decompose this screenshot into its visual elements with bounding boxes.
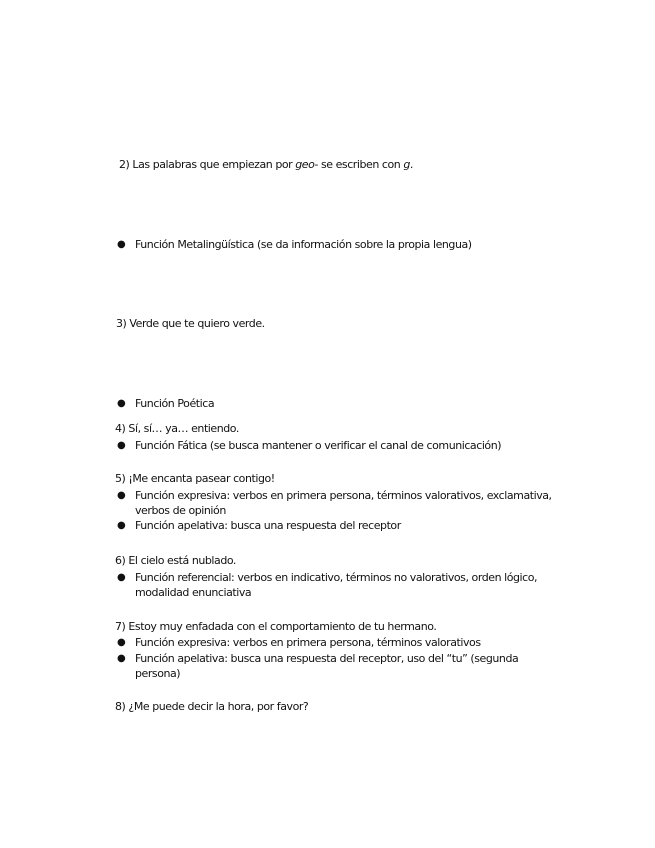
bullet-icon: ● xyxy=(117,490,126,501)
bullet-icon: ● xyxy=(117,637,126,648)
item-6-bullet-text: Función referencial: verbos en indicativo, términos no valorativos, orden lógico, modalidad enunciativa xyxy=(135,571,538,599)
bullet-icon: ● xyxy=(117,653,126,664)
bullet-icon: ● xyxy=(117,572,126,583)
item-6-sentence: 6) El cielo está nublado. xyxy=(115,554,236,567)
bullet-icon: ● xyxy=(117,440,126,451)
item-5-bullet-2-text: Función apelativa: busca una respuesta del receptor xyxy=(135,519,401,532)
item-5-bullet-1-text: Función expresiva: verbos en primera persona, términos valorativos, exclamativa, verbos de opinión xyxy=(135,489,552,517)
item-4-sentence: 4) Sí, sí… ya… entiendo. xyxy=(115,422,239,435)
item-7-bullet-2-text: Función apelativa: busca una respuesta del receptor, uso del “tu” (segunda persona) xyxy=(135,652,519,680)
item-2-emphasis-g: g xyxy=(403,158,410,171)
item-2-bullet-text: Función Metalingüística (se da información sobre la propia lengua) xyxy=(135,238,472,251)
item-7-bullet-1-text: Función expresiva: verbos en primera persona, términos valorativos xyxy=(135,636,481,649)
item-7-sentence: 7) Estoy muy enfadada con el comportamiento de tu hermano. xyxy=(115,620,437,633)
bullet-icon: ● xyxy=(117,398,126,409)
item-3-sentence: 3) Verde que te quiero verde. xyxy=(116,317,265,330)
item-4-bullet-text: Función Fática (se busca mantener o verificar el canal de comunicación) xyxy=(135,439,502,452)
bullet-icon: ● xyxy=(117,520,126,531)
item-8-sentence: 8) ¿Me puede decir la hora, por favor? xyxy=(115,700,309,713)
item-2-sentence: 2) Las palabras que empiezan por geo- se escriben con g. xyxy=(119,158,413,171)
item-2-emphasis-geo: geo- xyxy=(295,158,318,171)
item-5-sentence: 5) ¡Me encanta pasear contigo! xyxy=(115,472,275,485)
item-3-bullet-text: Función Poética xyxy=(135,397,215,410)
bullet-icon: ● xyxy=(117,239,126,250)
